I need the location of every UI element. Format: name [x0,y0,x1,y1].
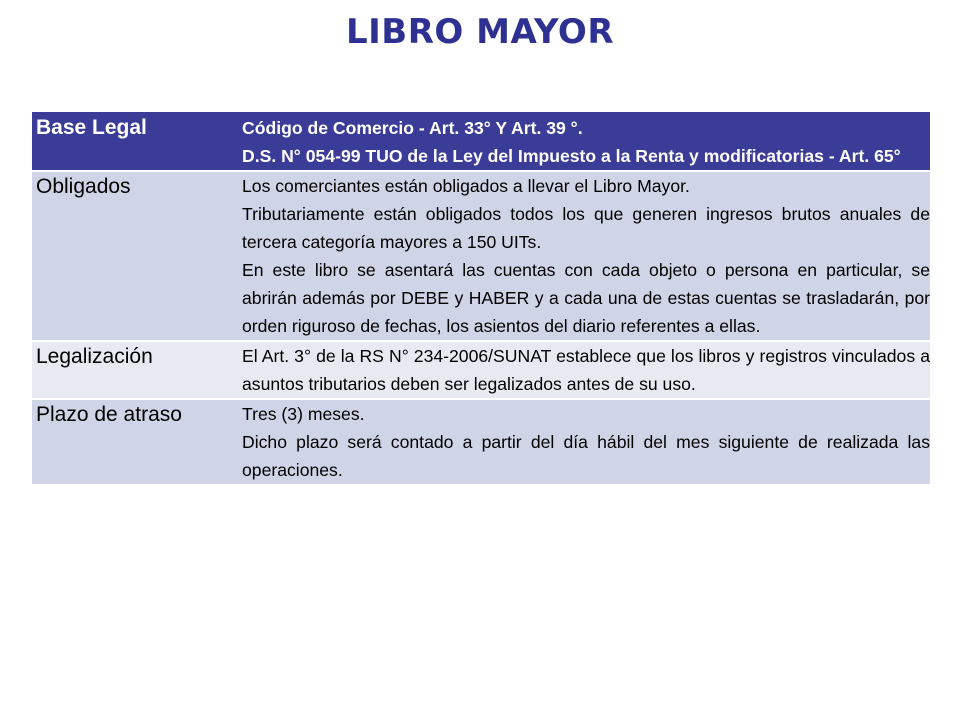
row-label: Obligados [32,171,236,341]
row-base-legal [32,112,930,171]
content-line: Dicho plazo será contado a partir del día hábil del mes siguiente de realizada las operaciones. [242,432,930,480]
content-line: El Art. 3° de la RS N° 234-2006/SUNAT establece que los libros y registros vinculados a asuntos tributarios deben ser legalizados antes de su uso. [242,346,930,394]
content-line: Tributariamente están obligados todos los que generen ingresos brutos anuales de tercera categoría mayores a 150 UITs. [242,204,930,252]
content-line: Código de Comercio - Art. 33° Y Art. 39 °. [242,118,583,138]
row-legalizacion [32,341,930,399]
row-content [236,112,930,171]
row-label: Plazo de atraso [32,399,236,484]
page-title: LIBRO MAYOR [345,12,615,52]
content-line: En este libro se asentará las cuentas con cada objeto o persona en particular, se abrirán además por DEBE y HABER y a cada una de estas cuentas se trasladarán, por orden riguroso de fechas, los asientos del diario referentes a ellas. [242,260,930,336]
row-plazo-de-atraso [32,399,930,484]
row-label: Legalización [32,341,236,399]
content-line: Los comerciantes están obligados a llevar el Libro Mayor. [242,176,690,196]
content-line: Tres (3) meses. [242,404,365,424]
libro-mayor-table [32,112,930,484]
content-line: D.S. N° 054-99 TUO de la Ley del Impuesto a la Renta y modificatorias - Art. 65° [242,146,901,166]
row-content [236,341,930,399]
row-label: Base Legal [32,112,236,171]
row-obligados [32,171,930,341]
row-content [236,399,930,484]
row-content [236,171,930,341]
